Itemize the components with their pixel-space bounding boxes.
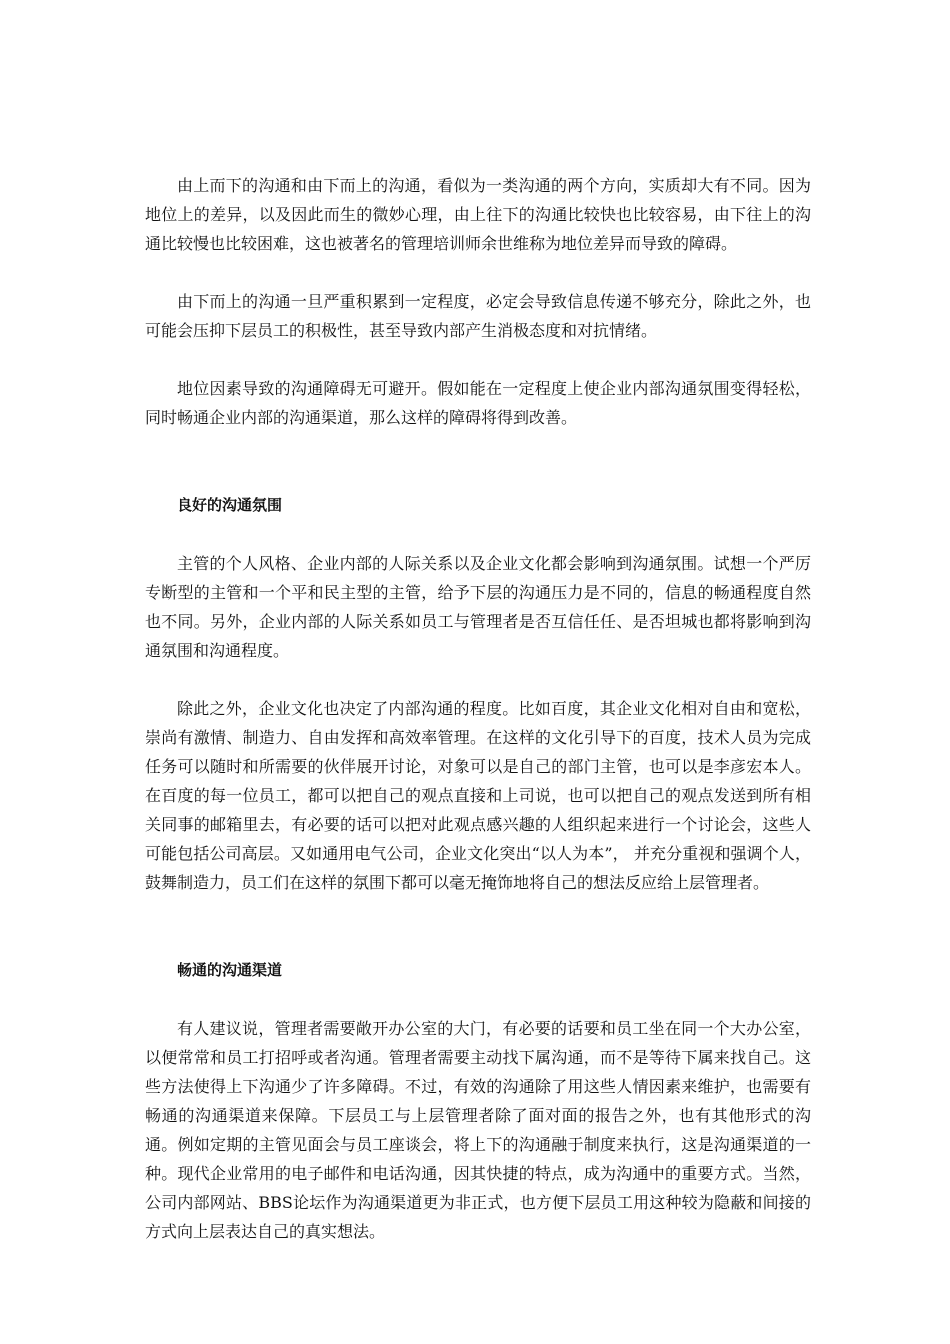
- paragraph-spacer: [145, 345, 811, 374]
- intro-paragraph-2: 由下而上的沟通一旦严重积累到一定程度，必定会导致信息传递不够充分，除此之外，也可能会压抑下层员工的积极性，甚至导致内部产生消极态度和对抗情绪。: [145, 292, 811, 340]
- section-spacer: [145, 897, 811, 956]
- paragraph-spacer: [145, 258, 811, 287]
- paragraph-spacer: [145, 985, 811, 1014]
- intro-paragraph-1: 由上而下的沟通和由下而上的沟通，看似为一类沟通的两个方向，实质却大有不同。因为地位上的差异，以及因此而生的微妙心理，由上往下的沟通比较快也比较容易，由下往上的沟通比较慢也比较困难，这也被著名的管理培训师余世维称为地位差异而导致的障碍。: [145, 176, 811, 253]
- document-body: [145, 171, 811, 1246]
- section-heading-channels: 畅通的沟通渠道: [177, 961, 283, 979]
- paragraph-spacer: [145, 520, 811, 549]
- paragraph-spacer: [145, 665, 811, 694]
- intro-paragraph-3: 地位因素导致的沟通障碍无可避开。假如能在一定程度上使企业内部沟通氛围变得轻松，同时畅通企业内部的沟通渠道，那么这样的障碍将得到改善。: [145, 379, 811, 427]
- section-heading-atmosphere: 良好的沟通氛围: [177, 496, 283, 514]
- atmosphere-paragraph-1: 主管的个人风格、企业内部的人际关系以及企业文化都会影响到沟通氛围。试想一个严厉专断型的主管和一个平和民主型的主管，给予下层的沟通压力是不同的，信息的畅通程度自然也不同。另外，企业内部的人际关系如员工与管理者是否互信任任、是否坦城也都将影响到沟通氛围和沟通程度。: [145, 554, 811, 660]
- atmosphere-paragraph-2: 除此之外，企业文化也决定了内部沟通的程度。比如百度，其企业文化相对自由和宽松，崇尚有激情、制造力、自由发挥和高效率管理。在这样的文化引导下的百度，技术人员为完成任务可以随时和所需要的伙伴展开讨论，对象可以是自己的部门主管，也可以是李彦宏本人。在百度的每一位员工，都可以把自己的观点直接和上司说，也可以把自己的观点发送到所有相关同事的邮箱里去，有必要的话可以把对此观点感兴趣的人组织起来进行一个讨论会，这些人可能包括公司高层。又如通用电气公司，企业文化突出“以人为本”， 并充分重视和强调个人，鼓舞制造力，员工们在这样的氛围下都可以毫无掩饰地将自己的想法反应给上层管理者。: [145, 699, 811, 892]
- section-spacer: [145, 432, 811, 491]
- channels-paragraph-1: 有人建议说，管理者需要敞开办公室的大门，有必要的话要和员工坐在同一个大办公室，以便常常和员工打招呼或者沟通。管理者需要主动找下属沟通，而不是等待下属来找自己。这些方法使得上下沟通少了许多障碍。不过，有效的沟通除了用这些人情因素来维护，也需要有畅通的沟通渠道来保障。下层员工与上层管理者除了面对面的报告之外，也有其他形式的沟通。例如定期的主管见面会与员工座谈会，将上下的沟通融于制度来执行，这是沟通渠道的一种。现代企业常用的电子邮件和电话沟通，因其快捷的特点，成为沟通中的重要方式。当然，公司内部网站、BBS论坛作为沟通渠道更为非正式，也方便下层员工用这种较为隐蔽和间接的方式向上层表达自己的真实想法。: [145, 1019, 811, 1241]
